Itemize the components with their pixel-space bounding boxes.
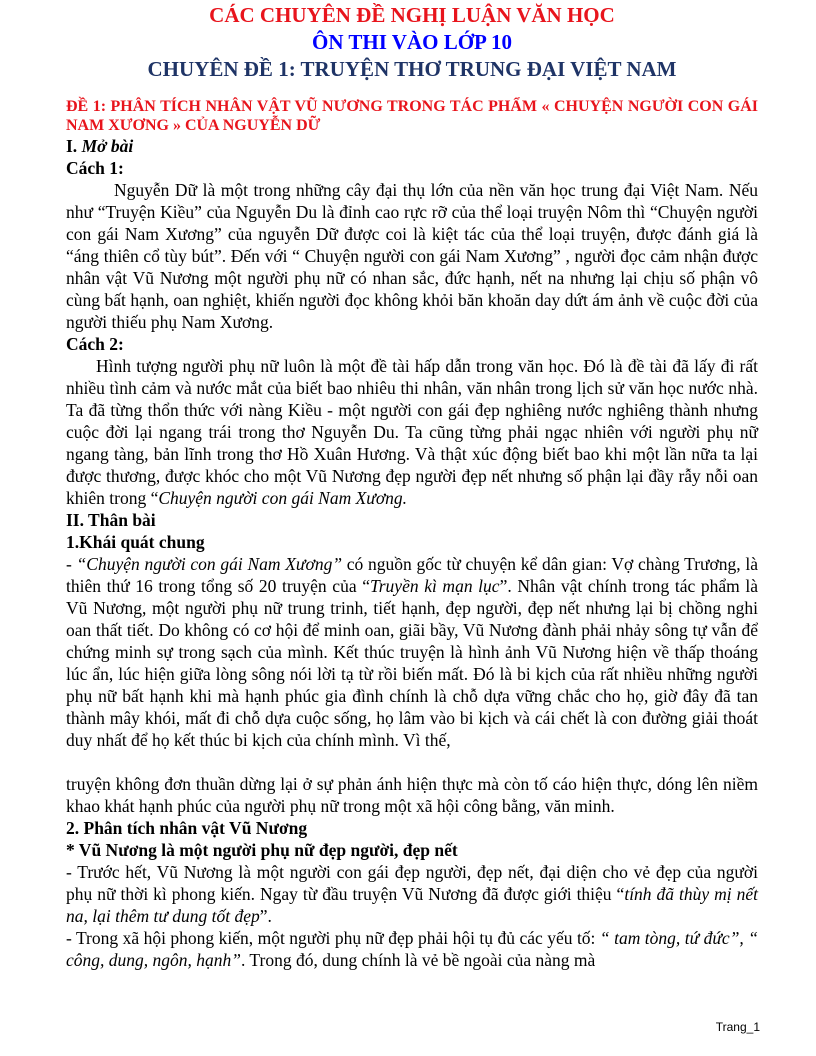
analysis-p1-end: ”. — [259, 906, 272, 926]
way2-text: Hình tượng người phụ nữ luôn là một đề tài hấp dẫn trong văn học. Đó là đề tài đã lấy đi rất nhiều tình cảm và nước mắt của biết bao nhiêu thi nhân, văn nhân trong lịch sử văn học nước nhà. Ta đã từng thổn thức với nàng Kiều - một người con gái đẹp nghiêng nước nghiêng thành nhưng cuộc đời lại ngang trái trong thơ Nguyễn Du. Ta cũng từng phải ngạc nhiên với người phụ nữ ngang tàng, bản lĩnh trong thơ Hồ Xuân Hương. Và thật xúc động biết bao khi một lần nữa ta lại được thương, được khóc cho một Vũ Nương đẹp người đẹp nết nhưng số phận lại đầy rẫy nỗi oan khiên trong “ — [66, 356, 758, 508]
page-number: Trang_1 — [715, 1020, 760, 1034]
way2-heading: Cách 2: — [66, 334, 124, 354]
way2-paragraph — [66, 355, 758, 509]
page-content — [66, 2, 758, 971]
way1-paragraph: Nguyễn Dữ là một trong những cây đại thụ lớn của nền văn học trung đại Việt Nam. Nếu như “Truyện Kiều” của Nguyễn Du là đỉnh cao rực rỡ của thể loại truyện Nôm thì “Chuyện người con gái Nam Xương” của nguyễn Dữ được coi là kiệt tác của thể loại truyện, được đánh giá là “áng thiên cổ tùy bút”. Đến với “ Chuyện người con gái Nam Xương” , người đọc cảm nhận được nhân vật Vũ Nương một người phụ nữ có nhan sắc, đức hạnh, nết na nhưng lại chịu số phận vô cùng bất hạnh, oan nghiệt, khiến người đọc không khỏi băn khoăn day dứt ám ảnh về cuộc đời của người thiếu phụ Nam Xương. — [66, 180, 758, 332]
blank-line — [66, 751, 758, 773]
section-body-heading: II. Thân bài — [66, 510, 156, 530]
analysis-p1-text: - Trước hết, Vũ Nương là một người con gái đẹp người, đẹp nết, đại diện cho vẻ đẹp của người phụ nữ thời kì phong kiến. Ngay từ đầu truyện Vũ Nương đã được giới thiệu “ — [66, 862, 758, 904]
overview-text-2: ”. Nhân vật chính trong tác phẩm là Vũ Nương, một người phụ nữ trung trinh, tiết hạnh, đẹp người, đẹp nết nhưng lại bị chồng nghi oan thất tiết. Do không có cơ hội để minh oan, giãi bầy, Vũ Nương đành phải nhảy sông tự vẫn để chứng minh sự trong sạch của mình. Kết thúc truyện là hình ảnh Vũ Nương hiện về thấp thoáng lúc ẩn, lúc hiện giữa lòng sông nói lời tạ từ rồi biến mất. Đó là bi kịch của rất nhiều những người phụ nữ bất hạnh khi mà hạnh phúc gia đình chính là chỗ dựa vững chắc cho họ, giờ đây đã tan thành mây khói, mất đi chỗ dựa cuộc sống, họ lâm vào bi kịch và cái chết là con đường giải thoát duy nhất để họ kết thúc bi kịch của chính mình. Vì thế, — [66, 576, 758, 750]
analysis-p1-quote: tính đã thùy mị nết na, lại thêm tư dung tốt đẹp — [66, 884, 759, 926]
analysis-p2-text: - Trong xã hội phong kiến, một người phụ nữ đẹp phải hội tụ đủ các yếu tố: — [66, 928, 600, 948]
overview-work-title: “Chuyện người con gái Nam Xương” — [76, 554, 343, 574]
analysis-p2-end: . Trong đó, dung chính là vẻ bề ngoài của nàng mà — [241, 950, 596, 970]
analysis-p2-quote: “ tam tòng, tứ đức”, “ công, dung, ngôn, hạnh” — [66, 928, 758, 970]
overview-continuation: truyện không đơn thuần dừng lại ở sự phản ánh hiện thực mà còn tố cáo hiện thực, dóng lên niềm khao khát hạnh phúc của người phụ nữ trong một xã hội công bằng, văn minh. — [66, 774, 758, 816]
analysis-heading: 2. Phân tích nhân vật Vũ Nương — [66, 818, 308, 838]
overview-collection-title: Truyền kì mạn lục — [369, 576, 500, 596]
way1-heading: Cách 1: — [66, 158, 124, 178]
overview-paragraph — [66, 553, 758, 751]
section-intro-heading — [66, 135, 758, 157]
essay-topic: ĐỀ 1: PHÂN TÍCH NHÂN VẬT VŨ NƯƠNG TRONG TÁC PHẨM « CHUYỆN NGƯỜI CON GÁI NAM XƯƠNG » CỦA NGUYỄN DỮ — [66, 98, 758, 134]
analysis-paragraph-2 — [66, 927, 758, 971]
header-title: CÁC CHUYÊN ĐỀ NGHỊ LUẬN VĂN HỌC — [209, 3, 615, 27]
analysis-paragraph-1 — [66, 861, 758, 927]
header-subtitle: ÔN THI VÀO LỚP 10 — [312, 30, 512, 54]
overview-heading: 1.Khái quát chung — [66, 532, 205, 552]
overview-dash: - — [66, 554, 77, 574]
analysis-subheading: * Vũ Nương là một người phụ nữ đẹp người, đẹp nết — [66, 840, 458, 860]
way2-italic: Chuyện người con gái Nam Xương. — [158, 488, 408, 508]
header-topic: CHUYÊN ĐỀ 1: TRUYỆN THƠ TRUNG ĐẠI VIỆT NAM — [147, 57, 677, 81]
overview-text-1: có nguồn gốc từ chuyện kể dân gian: Vợ chàng Trương, là thiên thứ 16 trong tổng số 20 truyện của “ — [66, 554, 759, 596]
section-intro-heading-text: Mở bài — [81, 136, 134, 156]
section-number: I. — [66, 136, 82, 156]
